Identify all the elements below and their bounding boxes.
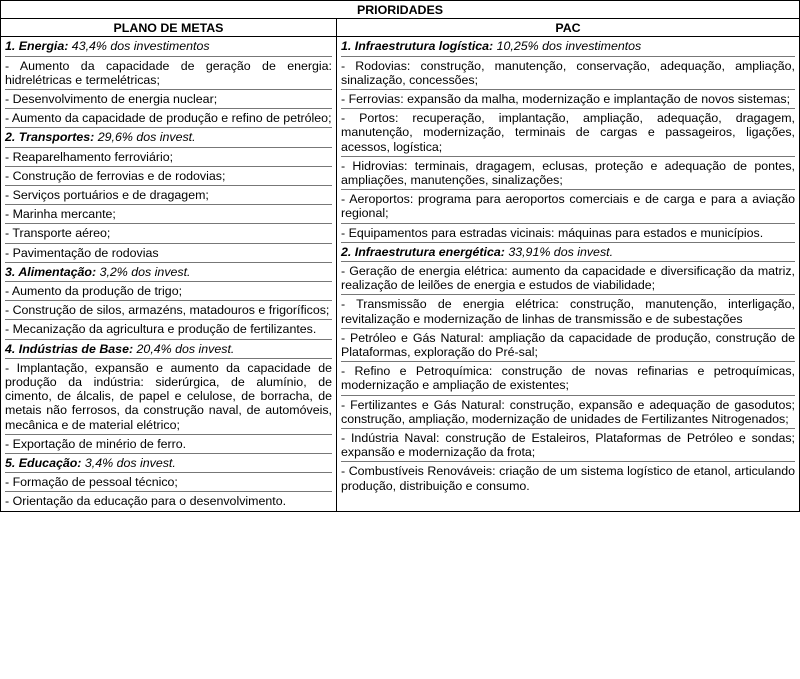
plano-list-item: - Aumento da capacidade de produção e refino de petróleo; <box>5 109 332 128</box>
content-row <box>1 37 800 511</box>
plano-list-item: - Construção de ferrovias e de rodovias; <box>5 167 332 186</box>
section-title: 2. Infraestrutura energética: <box>341 244 505 259</box>
section-share: 43,4% dos investimentos <box>68 39 210 54</box>
plano-de-metas-header: PLANO DE METAS <box>1 19 337 37</box>
plano-section-heading <box>5 128 332 147</box>
plano-list-item: - Orientação da educação para o desenvolvimento. <box>5 494 287 509</box>
section-title: 3. Alimentação: <box>5 264 97 279</box>
plano-list-item: - Pavimentação de rodovias <box>5 244 332 263</box>
section-title: 1. Infraestrutura logística: <box>341 39 494 54</box>
plano-list-item: - Formação de pessoal técnico; <box>5 473 332 492</box>
section-title: 1. Energia: <box>5 39 69 54</box>
section-share: 29,6% dos invest. <box>94 130 196 145</box>
plano-list-item: - Reaparelhamento ferroviário; <box>5 148 332 167</box>
pac-list-item: - Geração de energia elétrica: aumento da capacidade e diversificação da matriz, realização de leilões de energia e estudos de viabilidade; <box>341 262 795 295</box>
pac-column <box>337 37 800 511</box>
section-share: 10,25% dos investimentos <box>493 39 642 54</box>
plano-section-heading <box>5 263 332 282</box>
plano-list-item: - Transporte aéreo; <box>5 224 332 243</box>
section-title: 5. Educação: <box>5 456 82 471</box>
plano-list-item: - Implantação, expansão e aumento da capacidade de produção da indústria: siderúrgica, de alumínio, de cimento, de álcalis, de papel e celulose, de borracha, de metais não ferrosos, da construção naval, de automóveis, mecânica e de material elétrico; <box>5 359 332 435</box>
pac-list-item: - Hidrovias: terminais, dragagem, eclusas, proteção e adequação de pontes, ampliações, manutenções, sinalizações; <box>341 157 795 190</box>
plano-section-heading <box>5 454 332 473</box>
plano-de-metas-column <box>1 37 337 511</box>
pac-list-item: - Transmissão de energia elétrica: construção, manutenção, interligação, revitalização e modernização de linhas de transmissão e de subestações <box>341 295 795 328</box>
pac-list-item: - Ferrovias: expansão da malha, modernização e implantação de novos sistemas; <box>341 90 795 109</box>
header-row <box>1 19 800 37</box>
pac-list-item: - Aeroportos: programa para aeroportos comerciais e de carga e para a aviação regional; <box>341 190 795 223</box>
pac-list-item: - Refino e Petroquímica: construção de novas refinarias e petroquímicas, modernização e ampliação de existentes; <box>341 362 795 395</box>
section-share: 3,4% dos invest. <box>81 456 176 471</box>
section-title: 4. Indústrias de Base: <box>5 341 134 356</box>
table-title: PRIORIDADES <box>1 1 800 19</box>
pac-section-heading <box>341 243 795 262</box>
plano-list-item: - Desenvolvimento de energia nuclear; <box>5 90 332 109</box>
plano-list-item: - Aumento da capacidade de geração de energia: hidrelétricas e termelétricas; <box>5 57 332 90</box>
section-share: 20,4% dos invest. <box>133 341 235 356</box>
pac-list-item: - Combustíveis Renováveis: criação de um sistema logístico de etanol, articulando produção, distribuição e consumo. <box>341 464 795 493</box>
plano-section-heading <box>5 340 332 359</box>
section-title: 2. Transportes: <box>5 130 95 145</box>
pac-list-item: - Indústria Naval: construção de Estaleiros, Plataformas de Petróleo e sondas; expansão e modernização da frota; <box>341 429 795 462</box>
pac-list-item: - Petróleo e Gás Natural: ampliação da capacidade de produção, construção de Plataformas, exploração do Pré-sal; <box>341 329 795 362</box>
plano-list-item: - Aumento da produção de trigo; <box>5 282 332 301</box>
plano-list-item: - Exportação de minério de ferro. <box>5 435 332 454</box>
section-share: 33,91% dos invest. <box>504 244 614 259</box>
plano-section-heading <box>5 37 332 56</box>
title-row <box>1 1 800 19</box>
pac-list-item: - Equipamentos para estradas vicinais: máquinas para estados e municípios. <box>341 224 795 243</box>
pac-section-heading <box>341 37 795 56</box>
pac-list-item: - Portos: recuperação, implantação, ampliação, adequação, dragagem, manutenção, modernização, terminais de cargas e passageiros, ligações, acessos, logística; <box>341 109 795 157</box>
pac-header: PAC <box>337 19 800 37</box>
plano-list-item: - Serviços portuários e de dragagem; <box>5 186 332 205</box>
plano-list-item: - Mecanização da agricultura e produção de fertilizantes. <box>5 320 332 339</box>
plano-list-item: - Marinha mercante; <box>5 205 332 224</box>
pac-list-item: - Rodovias: construção, manutenção, conservação, adequação, ampliação, sinalização, concessões; <box>341 57 795 90</box>
pac-list-item: - Fertilizantes e Gás Natural: construção, expansão e adequação de gasodutos; construção, ampliação, modernização de unidades de Fertilizantes Nitrogenados; <box>341 396 795 429</box>
section-share: 3,2% dos invest. <box>96 264 191 279</box>
plano-list-item: - Construção de silos, armazéns, matadouros e frigoríficos; <box>5 301 332 320</box>
